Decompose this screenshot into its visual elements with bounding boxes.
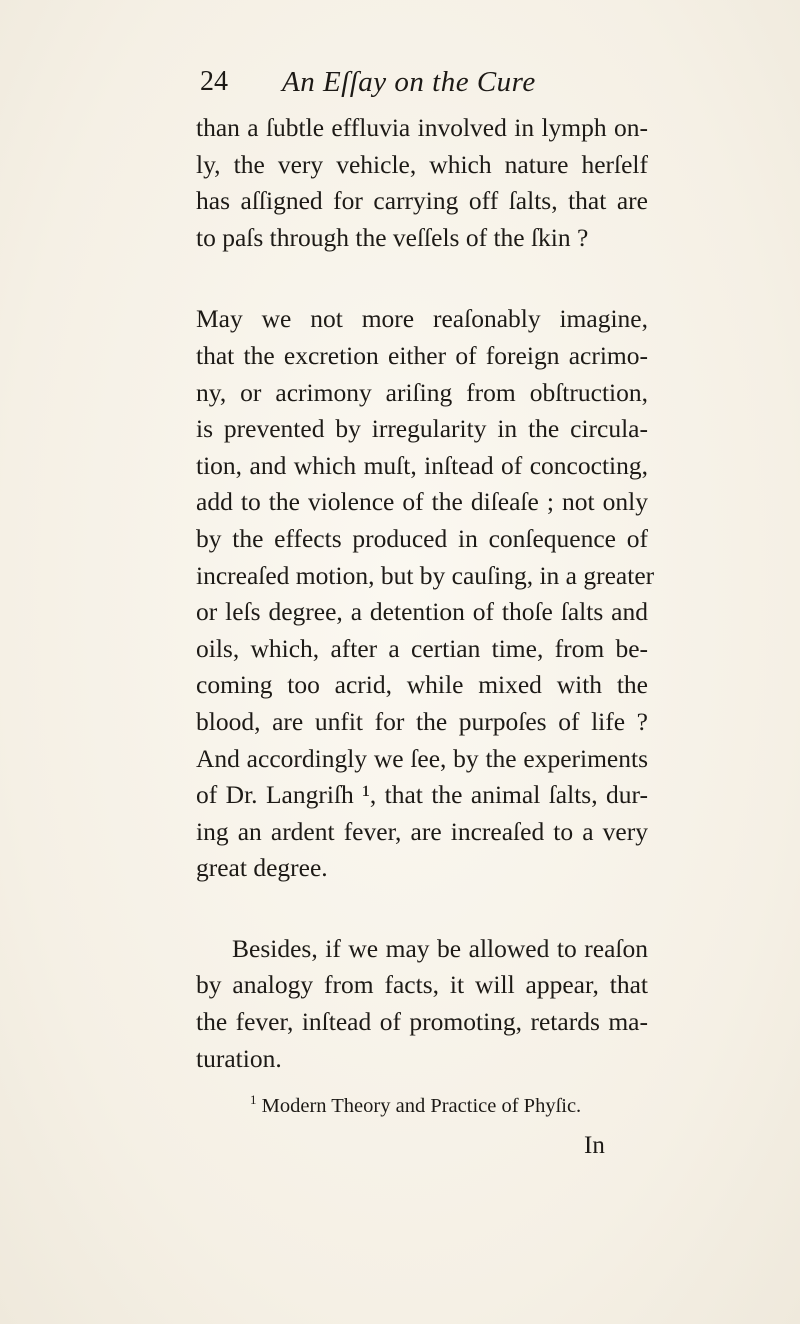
page-header	[200, 66, 640, 102]
text-line: Besides, if we may be allowed to reaſon	[232, 933, 648, 963]
paragraph-3	[196, 931, 648, 968]
text-line: increaſed motion, but by cauſing, in a greater	[196, 560, 655, 590]
paragraph-spacer	[196, 887, 648, 931]
text-line: or leſs degree, a detention of thoſe ſalts and	[196, 597, 648, 627]
text-line: oils, which, after a certian time, from be-	[196, 633, 648, 663]
text-line: great degree.	[196, 853, 328, 883]
text-line: add to the violence of the diſeaſe ; not only	[196, 487, 648, 517]
text-line: the fever, inſtead of promoting, retards ma-	[196, 1007, 648, 1037]
text-line: than a ſubtle effluvia involved in lymph on-	[196, 113, 648, 142]
text-line: ing an ardent fever, are increaſed to a very	[196, 816, 648, 846]
paragraph-3-cont	[196, 967, 648, 1077]
paragraph-spacer	[196, 256, 648, 301]
text-line: tion, and which muſt, inſtead of concocting,	[196, 450, 648, 480]
text-line: coming too acrid, while mixed with the	[196, 670, 648, 700]
text-line: is prevented by irregularity in the circula-	[196, 414, 648, 444]
paragraph-1	[196, 110, 648, 256]
page-number: 24	[200, 66, 228, 97]
text-line: blood, are unfit for the purpoſes of life ?	[196, 706, 648, 736]
text-line: ny, or acrimony ariſing from obſtruction,	[196, 377, 648, 407]
catchword: In	[584, 1132, 605, 1159]
footnote-text: Modern Theory and Practice of Phyſic.	[261, 1094, 582, 1117]
footnote-marker: 1	[250, 1092, 257, 1107]
text-line: to paſs through the veſſels of the ſkin ?	[196, 222, 589, 252]
paragraph-2	[196, 301, 655, 887]
text-line: by the effects produced in conſequence of	[196, 523, 648, 553]
body-text	[196, 110, 655, 1077]
text-line: And accordingly we ſee, by the experiments	[196, 743, 648, 773]
text-line: has aſſigned for carrying off ſalts, that are	[196, 186, 648, 216]
running-title: An Eſſay on the Cure	[282, 66, 536, 98]
text-line: ly, the very vehicle, which nature herſelf	[196, 149, 648, 179]
text-line: turation.	[196, 1043, 282, 1073]
text-line: of Dr. Langriſh ¹, that the animal ſalts, dur-	[196, 780, 648, 810]
text-line: May we not more reaſonably imagine,	[196, 304, 648, 334]
text-line: that the excretion either of foreign acrimo-	[196, 340, 648, 370]
text-line: by analogy from facts, it will appear, that	[196, 970, 648, 1000]
footnote	[250, 1092, 670, 1118]
